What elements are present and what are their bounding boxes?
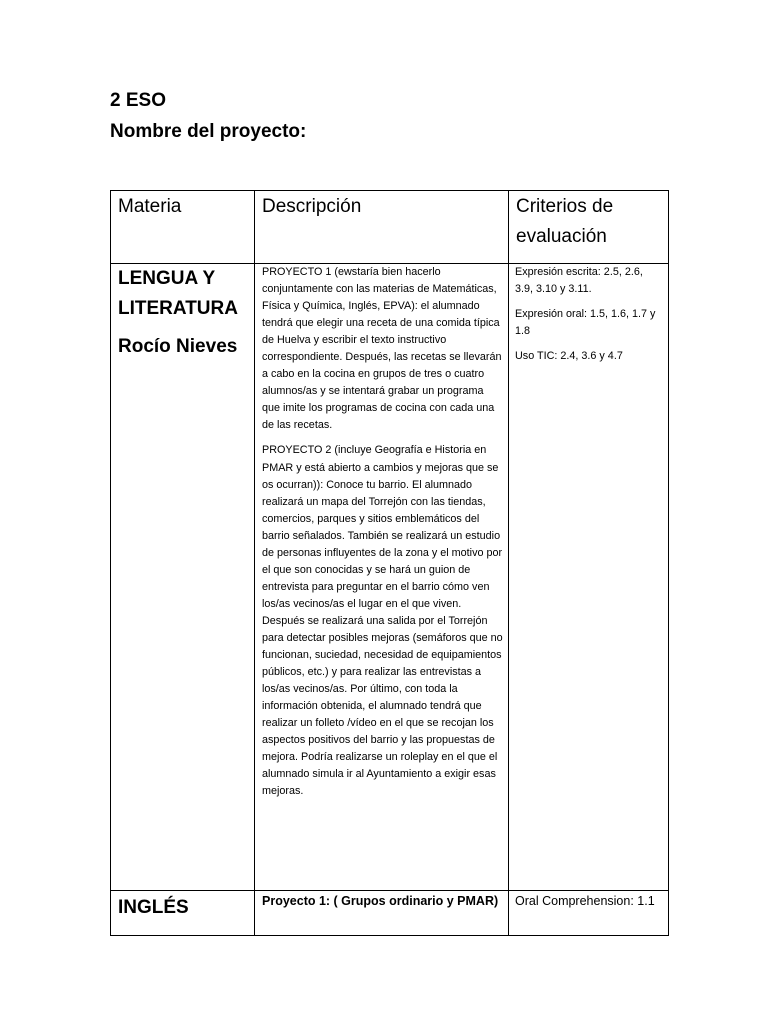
- subject-name: LENGUA Y LITERATURA: [118, 268, 238, 319]
- project-2-description: PROYECTO 2 (incluye Geografía e Historia en PMAR y está abierto a cambios y mejoras que se os ocurran)): Conoce tu barrio. El alumnado realizará un mapa del Torrejón con las tiendas, comercios, parques y sitios emblemáticos del barrio señalados. También se realizará un estudio de personas influyentes de la zona y el motivo por el que son conocidas y se hará un guion de entrevista para preguntar en el barrio cómo ven los/as vecinos/as el lugar en el que viven. Después se realizará una salida por el Torrejón para detectar posibles mejoras (semáforos que no funcionan, suciedad, necesidad de equipamientos públicos, etc.) y para realizar las entrevistas a los/as vecinos/as. Por último, con toda la información obtenida, el alumnado tendrá que realizar un folleto /vídeo en el que se recojan los aspectos positivos del barrio y las propuestas de mejora. Podría realizarse un roleplay en el que el alumnado simula ir al Ayuntamiento a exigir esas mejoras.: [262, 444, 503, 798]
- column-header-descripcion: Descripción: [262, 196, 362, 217]
- table-row-ingles: [111, 891, 669, 936]
- project-name-label: Nombre del proyecto:: [110, 121, 307, 142]
- table-row-lengua: [111, 264, 669, 891]
- column-header-cell: [255, 191, 509, 264]
- description-cell: [255, 264, 509, 891]
- column-header-materia: Materia: [118, 196, 182, 217]
- grade-heading: 2 ESO: [110, 90, 166, 111]
- criteria-cell: [509, 891, 669, 936]
- column-header-cell: [111, 191, 255, 264]
- project-1-description: PROYECTO 1 (ewstaría bien hacerlo conjuntamente con las materias de Matemáticas, Física y Química, Inglés, EPVA): el alumnado tendrá que elegir una receta de una comida típica de Huelva y escribir el texto instructivo correspondiente. Después, las recetas se llevarán a cabo en la cocina en grupos de tres o cuatro alumnos/as y se intentará grabar un programa que imite los programas de cocina con cada una de las recetas.: [262, 266, 502, 432]
- criteria-tic: Uso TIC: 2.4, 3.6 y 4.7: [515, 350, 623, 363]
- column-header-cell: [509, 191, 669, 264]
- criteria-oral-comprehension: Oral Comprehension: 1.1: [515, 894, 655, 908]
- subject-name: INGLÉS: [118, 897, 189, 918]
- column-header-criterios: Criterios de evaluación: [516, 196, 614, 247]
- subjects-table: [110, 190, 669, 936]
- criteria-cell: [509, 264, 669, 891]
- subject-cell: [111, 264, 255, 891]
- teacher-name: Rocío Nieves: [118, 336, 238, 357]
- project-1-title: Proyecto 1: ( Grupos ordinario y PMAR): [262, 894, 499, 908]
- criteria-oral: Expresión oral: 1.5, 1.6, 1.7 y 1.8: [515, 308, 656, 338]
- table-header-row: [111, 191, 669, 264]
- subject-cell: [111, 891, 255, 936]
- criteria-written: Expresión escrita: 2.5, 2.6, 3.9, 3.10 y 3.11.: [515, 266, 643, 296]
- description-cell: [255, 891, 509, 936]
